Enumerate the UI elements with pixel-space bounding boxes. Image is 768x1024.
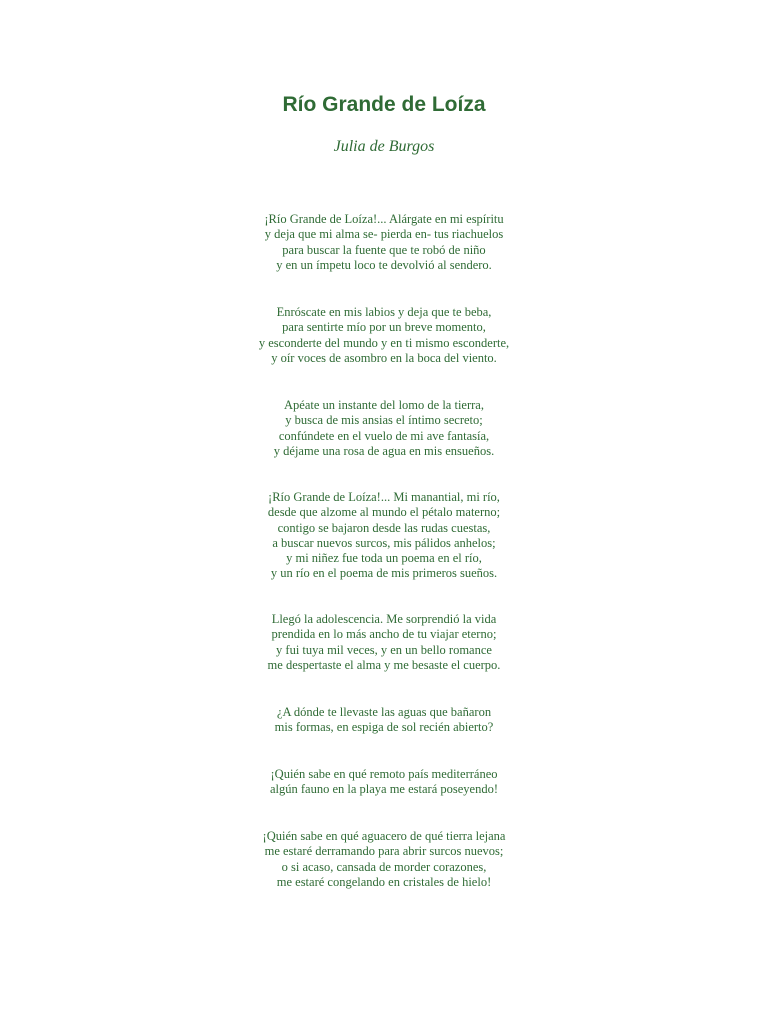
verse-line: confúndete en el vuelo de mi ave fantasía,	[278, 428, 490, 443]
verse-line: Llegó la adolescencia. Me sorprendió la vida	[271, 612, 497, 626]
verse-line: y déjame una rosa de agua en mis ensueños.	[273, 443, 495, 458]
stanza-5	[0, 612, 768, 673]
verse-line: ¡Quién sabe en qué remoto país mediterráneo	[270, 767, 498, 781]
stanza-2	[0, 305, 768, 366]
verse-line: ¿A dónde te llevaste las aguas que bañaron	[276, 705, 492, 719]
verse-line: me estaré derramando para abrir surcos nuevos;	[264, 844, 504, 859]
verse-line: me estaré congelando en cristales de hielo!	[276, 874, 492, 889]
verse-line: a buscar nuevos surcos, mis pálidos anhelos;	[272, 535, 496, 550]
poem-title: Río Grande de Loíza	[282, 93, 486, 116]
verse-line: y en un ímpetu loco te devolvió al sendero.	[276, 257, 492, 272]
verse-line: Apéate un instante del lomo de la tierra,	[284, 398, 484, 412]
verse-line: y oír voces de asombro en la boca del viento.	[271, 350, 497, 365]
verse-line: y esconderte del mundo y en ti mismo esconderte,	[258, 335, 510, 350]
verse-line: prendida en lo más ancho de tu viajar eterno;	[271, 627, 497, 642]
verse-line: ¡Quién sabe en qué aguacero de qué tierra lejana	[262, 829, 506, 843]
verse-line: y mi niñez fue toda un poema en el río,	[286, 551, 482, 566]
verse-line: ¡Río Grande de Loíza!... Mi manantial, mi río,	[268, 490, 500, 504]
verse-line: y un río en el poema de mis primeros sueños.	[270, 566, 498, 581]
verse-line: y busca de mis ansias el íntimo secreto;	[285, 413, 483, 428]
verse-line: o si acaso, cansada de morder corazones,	[281, 859, 487, 874]
verse-line: y fui tuya mil veces, y en un bello romance	[276, 642, 492, 657]
stanza-3	[0, 398, 768, 459]
verse-line: para buscar la fuente que te robó de niño	[282, 242, 486, 257]
verse-line: Enróscate en mis labios y deja que te beba,	[276, 305, 492, 319]
poem-author: Julia de Burgos	[333, 138, 435, 155]
verse-line: y deja que mi alma se- pierda en- tus riachuelos	[264, 227, 504, 242]
verse-line: contigo se bajaron desde las rudas cuestas,	[277, 520, 491, 535]
stanza-6	[0, 705, 768, 736]
verse-line: mis formas, en espiga de sol recién abierto?	[274, 720, 494, 735]
stanza-4	[0, 490, 768, 582]
verse-line: desde que alzome al mundo el pétalo materno;	[267, 505, 501, 520]
stanza-1	[0, 212, 768, 273]
verse-line: para sentirte mío por un breve momento,	[282, 320, 486, 335]
verse-line: ¡Río Grande de Loíza!... Alárgate en mi espíritu	[264, 212, 504, 226]
verse-line: me despertaste el alma y me besaste el cuerpo.	[267, 657, 501, 672]
stanza-7	[0, 767, 768, 798]
verse-line: algún fauno en la playa me estará poseyendo!	[269, 782, 499, 797]
stanza-8	[0, 829, 768, 890]
